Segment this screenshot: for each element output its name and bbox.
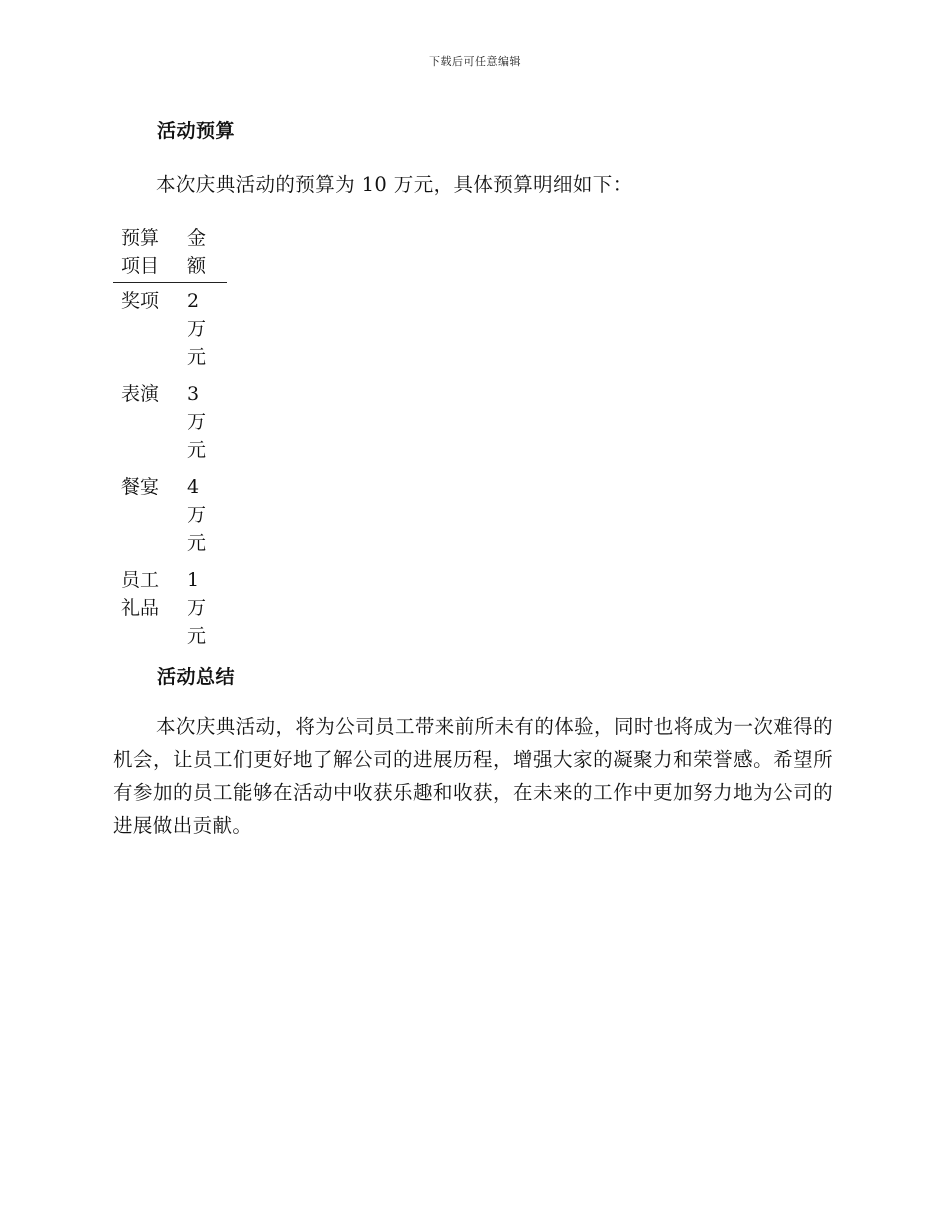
cell-item: 奖项 [121,290,160,312]
column-header-item: 预算项目 [113,224,187,283]
cell-amount: 4万元 [187,476,207,554]
summary-paragraph: 本次庆典活动，将为公司员工带来前所未有的体验，同时也将成为一次难得的机会，让员工们更好地了解公司的进展历程，增强大家的凝聚力和荣誉感。希望所有参加的员工能够在活动中收获乐趣和收获，在未来的工作中更加努力地为公司的进展做出贡献。 [113,715,833,837]
cell-amount: 1万元 [187,569,207,647]
cell-item: 员工礼品 [121,569,160,619]
table-row [113,376,227,469]
budget-table [113,224,227,655]
cell-item: 表演 [121,383,160,405]
budget-heading: 活动预算 [157,120,236,142]
table-row [113,283,227,377]
table-row [113,562,227,655]
cell-item: 餐宴 [121,476,160,498]
cell-amount: 3万元 [187,383,207,461]
cell-amount: 2万元 [187,290,207,368]
column-header-amount: 金额 [187,224,227,283]
page-header: 下载后可任意编辑 [429,55,521,68]
table-header-row [113,224,227,283]
budget-intro-paragraph: 本次庆典活动的预算为 10 万元，具体预算明细如下： [156,173,633,196]
table-row [113,469,227,562]
summary-heading: 活动总结 [157,666,236,688]
